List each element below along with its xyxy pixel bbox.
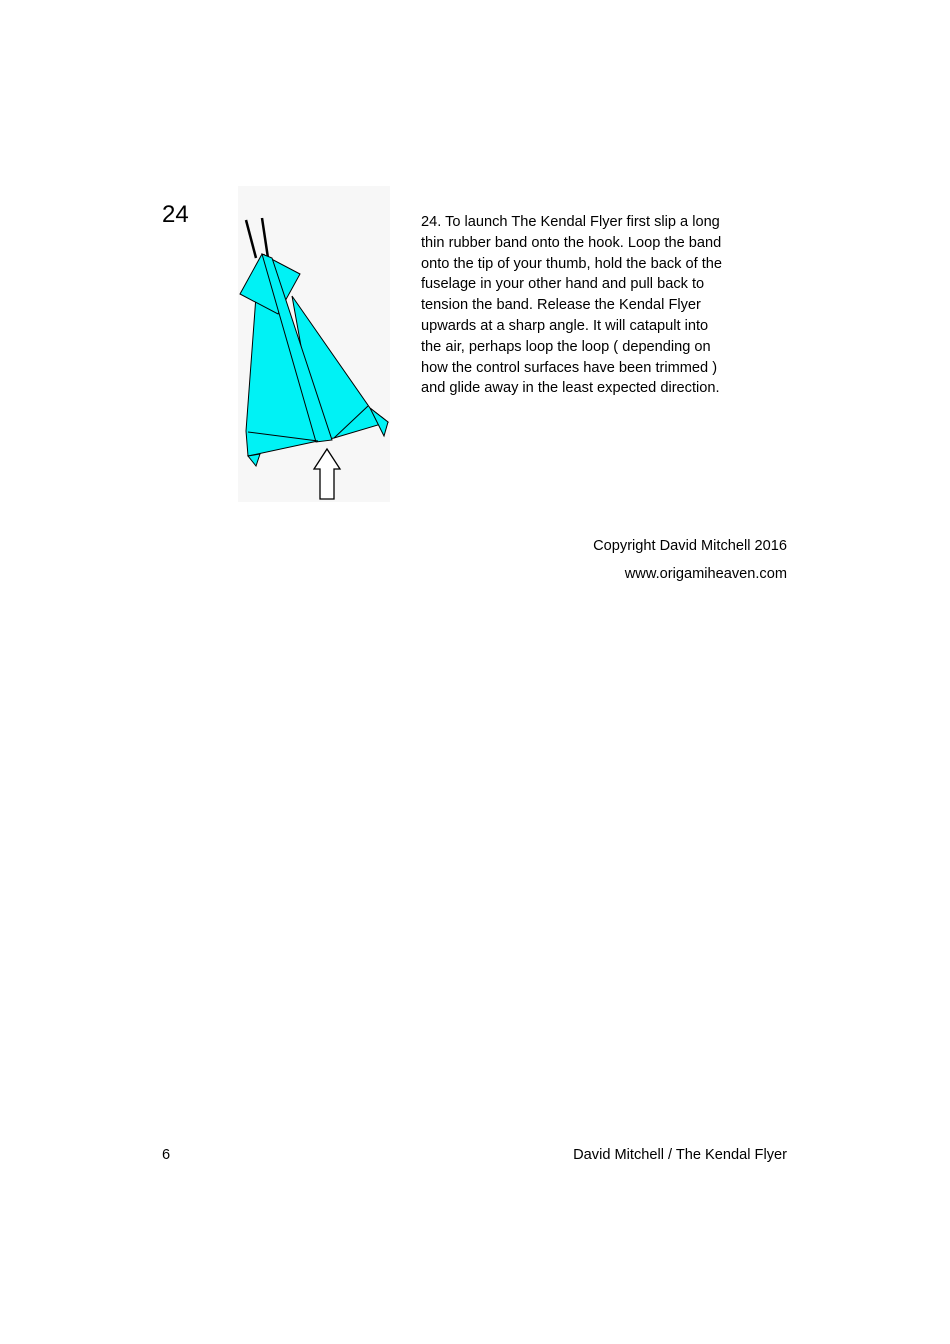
step-instructions (421, 212, 731, 399)
page-number: 6 (162, 1147, 171, 1163)
instruction-text: 24. To launch The Kendal Flyer first slip a long thin rubber band onto the hook. Loop the band onto the tip of your thumb, hold the back of the fuselage in your other hand and pull back to tension the band. Release the Kendal Flyer upwards at a sharp angle. It will catapult into the air, perhaps loop the loop ( depending on how the control surfaces have been trimmed ) and glide away in the least expected direction. (421, 214, 722, 397)
kendal-flyer-launch-diagram (238, 186, 390, 502)
copyright-notice: Copyright David Mitchell 2016 (593, 538, 787, 554)
step-number: 24 (162, 201, 189, 228)
footer-title: David Mitchell / The Kendal Flyer (573, 1147, 787, 1163)
website-link[interactable]: www.origamiheaven.com (624, 566, 787, 582)
